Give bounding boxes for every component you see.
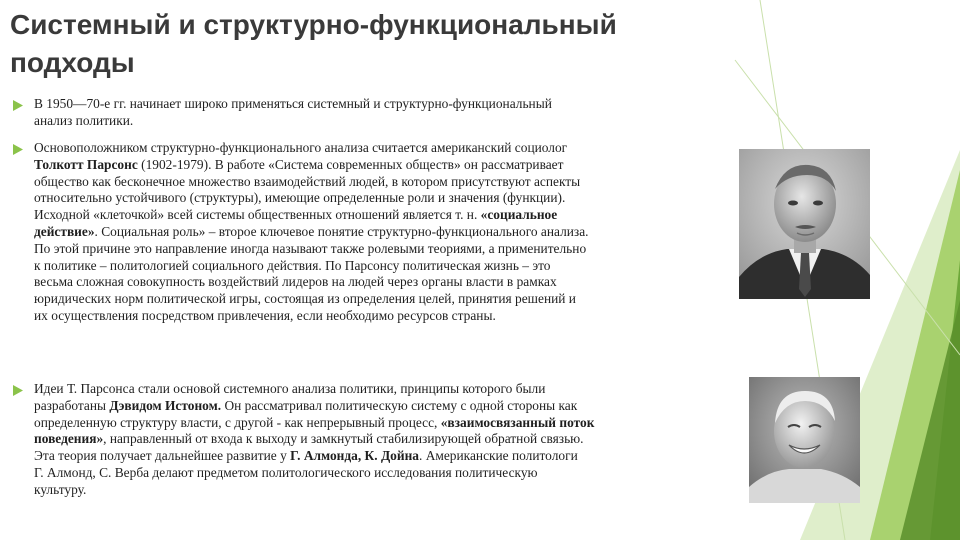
slide-title bbox=[10, 6, 750, 82]
text-run: (1902-1979). В работе «Система современных обществ» он рассматривает bbox=[137, 156, 564, 172]
portrait-photo-easton bbox=[749, 377, 860, 503]
triangle-right-icon bbox=[12, 100, 23, 111]
bold-text: «взаимосвязанный поток bbox=[440, 414, 595, 430]
text-run: Г. Алмонд, С. Верба делают предметом политологического исследования политическую bbox=[34, 464, 538, 480]
text-line bbox=[34, 241, 752, 258]
text-line bbox=[34, 398, 734, 415]
bold-text: действие» bbox=[34, 223, 95, 239]
text-run: . Американские политологи bbox=[419, 448, 578, 464]
bullet-text-3 bbox=[34, 381, 734, 499]
bold-text: Толкотт Парсонс bbox=[34, 156, 138, 172]
bold-text: Дэвидом Истоном. bbox=[109, 397, 222, 413]
text-run: В 1950—70-е гг. начинает широко применяться системный и структурно-функциональный bbox=[34, 96, 552, 111]
text-run: юридических норм политической игры, состоящая из определения целей, принятия решений и bbox=[34, 291, 576, 307]
text-line bbox=[34, 274, 752, 291]
text-run: весьма сложная совокупность воздействий лидеров на людей через органы власти в рамках bbox=[34, 274, 557, 290]
text-line bbox=[34, 157, 752, 174]
text-run: По этой причине это направление иногда называют также ролевыми теориями, а применительно bbox=[34, 240, 587, 256]
text-run: Он рассматривал политическую систему с одной стороны как bbox=[221, 397, 578, 413]
text-run: определенную структуру власти, с другой - как непрерывный процесс, bbox=[34, 414, 441, 430]
text-line bbox=[34, 207, 752, 224]
text-line bbox=[34, 381, 734, 398]
text-run: Эта теория получает дальнейшее развитие у bbox=[34, 448, 291, 464]
bold-text: «социальное bbox=[480, 207, 558, 223]
text-run: к политике – политологией социального действия. По Парсонсу политическая жизнь – это bbox=[34, 257, 551, 273]
text-line bbox=[34, 415, 734, 432]
text-line bbox=[34, 258, 752, 275]
text-run: их осуществления посредством привлечения, если необходимо ресурсов страны. bbox=[34, 307, 496, 323]
bold-text: Г. Алмонда, К. Дойна bbox=[290, 448, 420, 464]
text-line bbox=[34, 482, 734, 499]
text-line bbox=[34, 96, 724, 113]
text-line bbox=[34, 465, 734, 482]
bullet-text-1 bbox=[34, 96, 724, 130]
text-run: анализ политики. bbox=[34, 112, 134, 128]
text-run: Исходной «клеточкой» всей системы общественных отношений является т. н. bbox=[34, 207, 481, 223]
bold-text: поведения» bbox=[34, 431, 104, 447]
text-line bbox=[34, 113, 724, 130]
portrait-photo-parsons bbox=[739, 149, 870, 299]
text-run: Идеи Т. Парсонса стали основой системного анализа политики, принципы которого были bbox=[34, 381, 546, 396]
bullet-text-2 bbox=[34, 140, 752, 325]
text-run: общество как бесконечное множество взаимодействий людей, в котором присутствуют аспекты bbox=[34, 173, 581, 189]
text-run: относительно устойчивого (структуры), имеющие определенные роли и значения (функции). bbox=[34, 190, 566, 206]
text-line bbox=[34, 448, 734, 465]
text-line bbox=[34, 224, 752, 241]
text-run: Основоположником структурно-функционального анализа считается американский социолог bbox=[34, 140, 568, 155]
triangle-right-icon bbox=[12, 385, 23, 396]
text-line bbox=[34, 190, 752, 207]
text-run: культуру. bbox=[34, 481, 87, 497]
text-line bbox=[34, 174, 752, 191]
title-line-2: подходы bbox=[10, 47, 135, 78]
text-line bbox=[34, 308, 752, 325]
title-line-1: Системный и структурно-функциональный bbox=[10, 9, 617, 40]
text-run: . Социальная роль» – второе ключевое понятие структурно-функционального анализа. bbox=[94, 223, 589, 239]
text-line bbox=[34, 140, 752, 157]
text-line bbox=[34, 291, 752, 308]
text-run: , направленный от входа к выходу и замкнутый стабилизирующей обратной связью. bbox=[103, 431, 584, 447]
text-line bbox=[34, 431, 734, 448]
triangle-right-icon bbox=[12, 144, 23, 155]
text-run: разработаны bbox=[34, 397, 110, 413]
